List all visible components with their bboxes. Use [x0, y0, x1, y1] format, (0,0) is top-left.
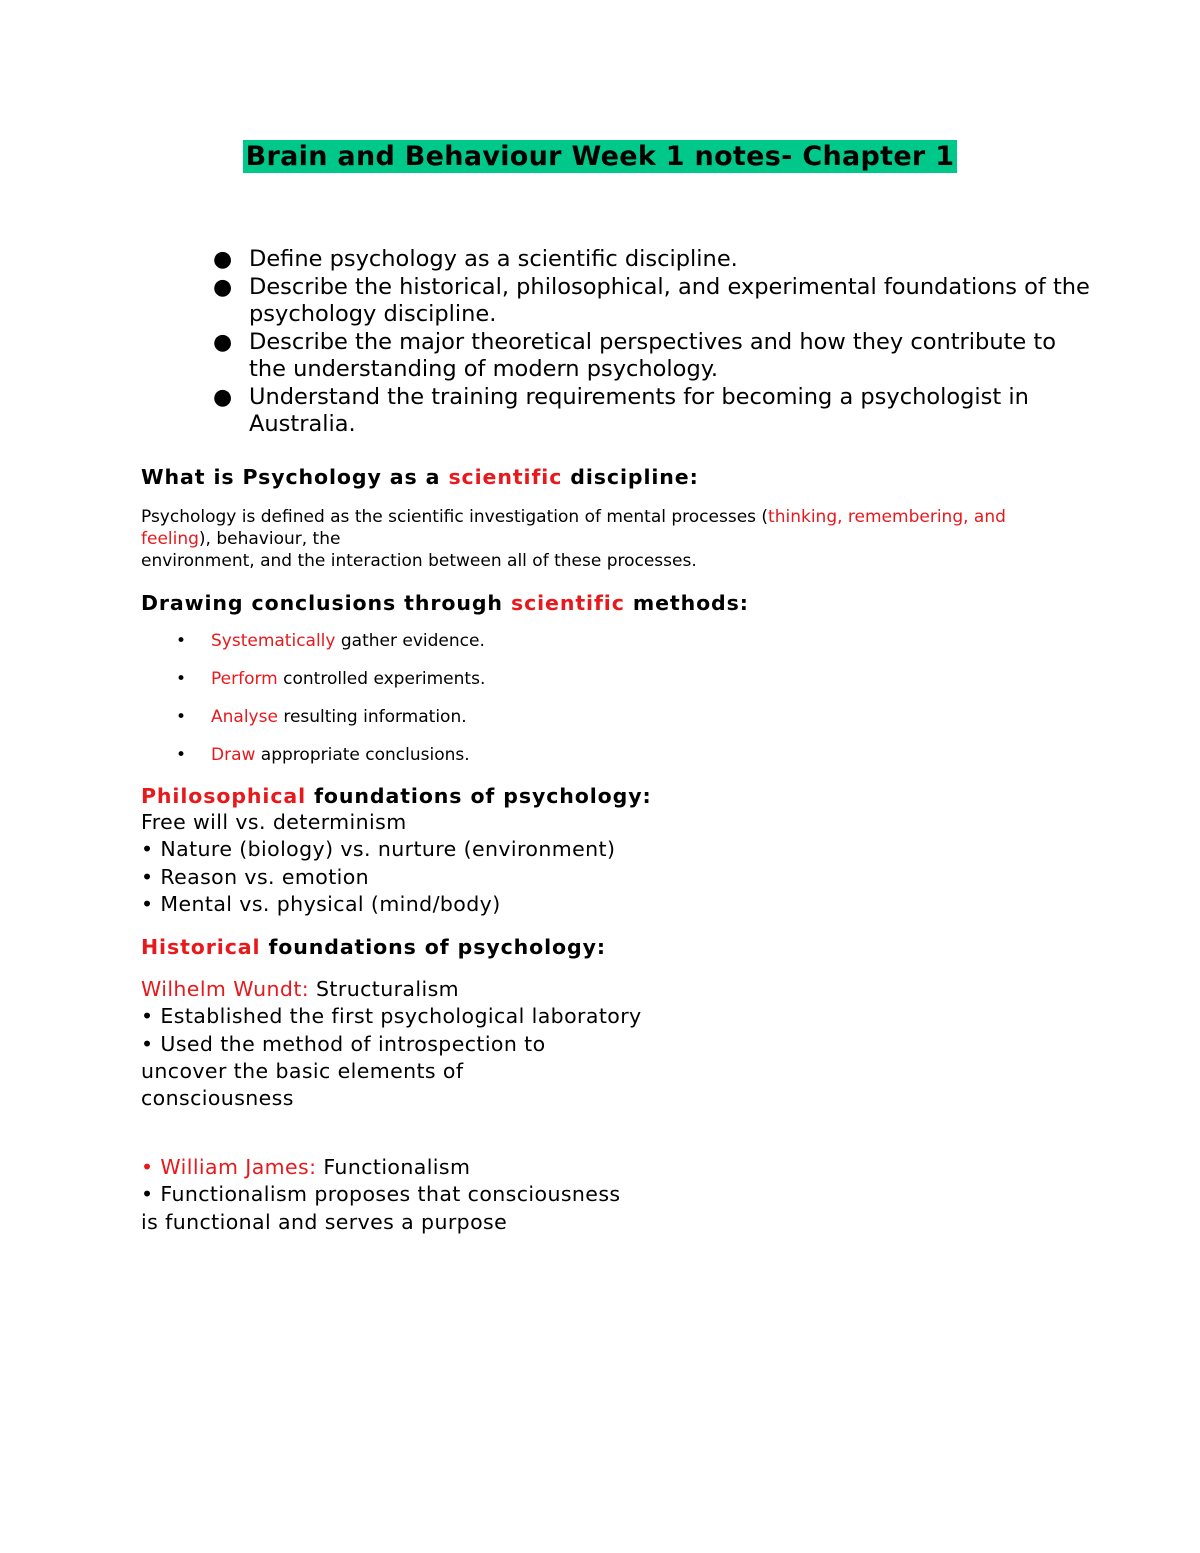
bullet-icon: • — [176, 745, 187, 765]
objective-item: ● Describe the major theoretical perspectives and how they contribute to the understanding of modern psychology. — [213, 328, 1056, 382]
bullet-icon: • — [176, 631, 187, 651]
list-item: • Reason vs. emotion — [141, 864, 370, 889]
objectives-list — [213, 246, 1093, 439]
bullet-icon: ● — [213, 384, 233, 410]
list-item: Free will vs. determinism — [141, 810, 407, 834]
bullet-icon: ● — [213, 274, 233, 300]
methods-list — [176, 630, 485, 782]
list-item: • Draw appropriate conclusions. — [176, 745, 470, 765]
list-item: • Analyse resulting information. — [176, 707, 467, 727]
list-item: • Functionalism proposes that consciousness — [141, 1182, 621, 1207]
wundt-heading: Wilhelm Wundt: Structuralism — [141, 977, 460, 1001]
list-item: • Systematically gather evidence. — [176, 631, 485, 651]
psychology-definition: Psychology is defined as the scientific investigation of mental processes (thinking, remembering, and feeling), behaviour, the environment, and the interaction between all of these processes. — [141, 507, 1006, 571]
list-item: • Mental vs. physical (mind/body) — [141, 891, 501, 916]
list-item: consciousness — [141, 1086, 294, 1111]
list-item: • Nature (biology) vs. nurture (environment) — [141, 837, 616, 862]
objective-item: ● Define psychology as a scientific discipline. — [213, 246, 738, 272]
james-block — [141, 1154, 620, 1236]
james-heading: • William James: Functionalism — [141, 1155, 471, 1179]
philosophical-lines — [141, 809, 615, 918]
list-item: • Perform controlled experiments. — [176, 669, 486, 689]
wundt-block — [141, 976, 642, 1112]
document-title: Brain and Behaviour Week 1 notes- Chapter 1 — [243, 140, 958, 173]
section-heading-philosophical: Philosophical foundations of psychology: — [141, 784, 652, 808]
section-heading-what-is-psychology: What is Psychology as a scientific discipline: — [141, 465, 699, 489]
list-item: uncover the basic elements of — [141, 1058, 464, 1083]
section-heading-scientific-methods: Drawing conclusions through scientific methods: — [141, 591, 749, 615]
bullet-icon: • — [176, 707, 187, 727]
bullet-icon: ● — [213, 247, 233, 272]
objective-item: ● Describe the historical, philosophical, and experimental foundations of the psychology discipline. — [213, 273, 1090, 327]
list-item: is functional and serves a purpose — [141, 1209, 508, 1234]
list-item: • Established the first psychological laboratory — [141, 1004, 642, 1029]
bullet-icon: ● — [213, 329, 233, 355]
section-heading-historical: Historical foundations of psychology: — [141, 935, 606, 959]
bullet-icon: • — [176, 669, 187, 689]
objective-item: ● Understand the training requirements for becoming a psychologist in Australia. — [213, 383, 1029, 437]
list-item: • Used the method of introspection to — [141, 1031, 546, 1056]
title-container — [0, 140, 1200, 173]
